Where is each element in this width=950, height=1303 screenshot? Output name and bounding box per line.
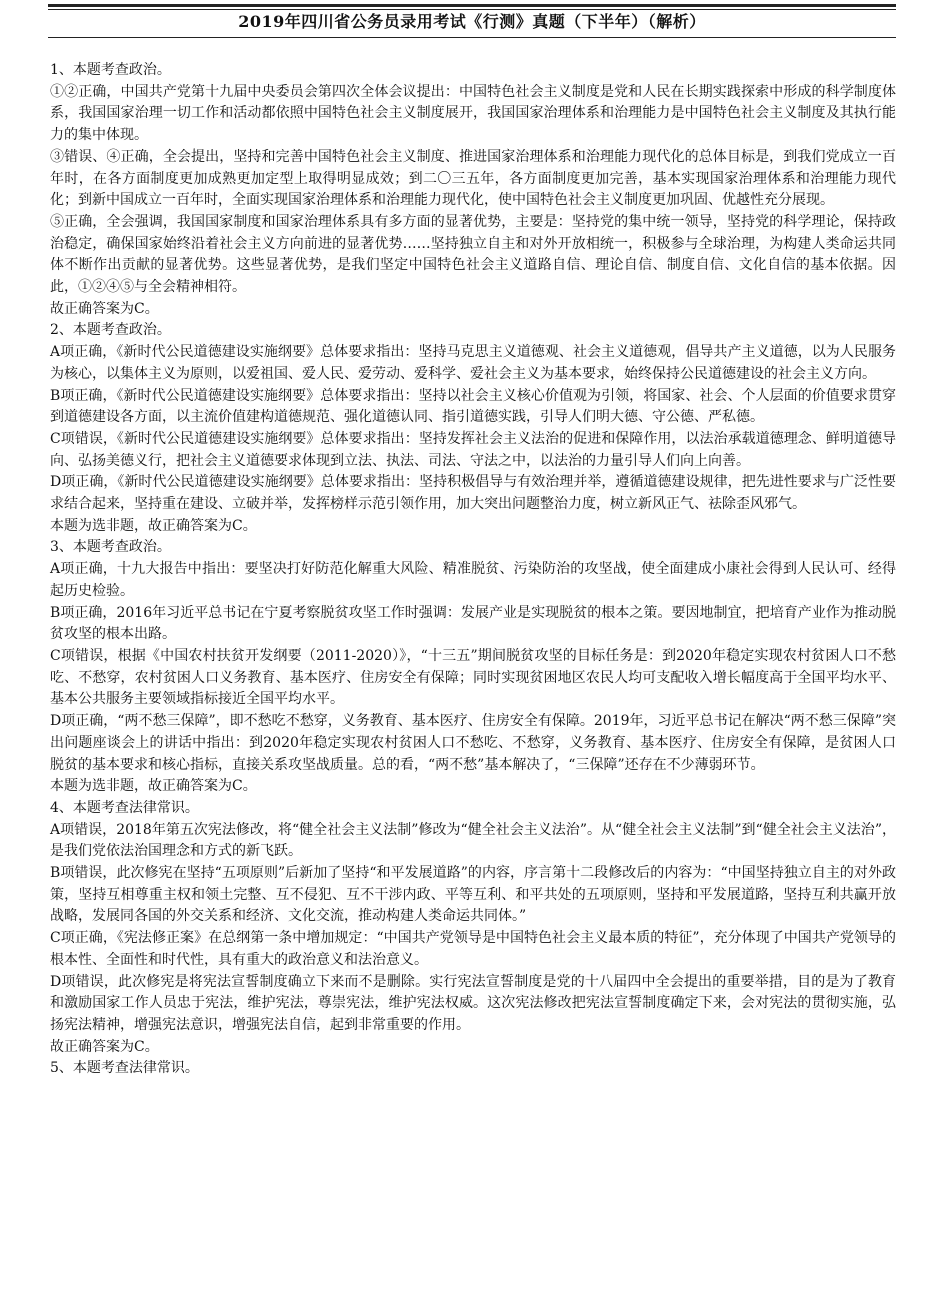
explanation-paragraph: C项错误，《新时代公民道德建设实施纲要》总体要求指出：坚持发挥社会主义法治的促进和保障作用，以法治承载道德理念、鲜明道德导向、弘扬美德义行，把社会主义道德要求体现到立法、执法、司法、守法之中，以法治的力量引导人们向上向善。 [50,430,896,469]
answer-line: 本题为选非题，故正确答案为C。 [50,778,257,795]
title-underline [48,37,896,38]
explanation-paragraph: B项正确，2016年习近平总书记在宁夏考察脱贫攻坚工作时强调：发展产业是实现脱贫的根本之策。要因地制宜，把培育产业作为推动脱贫攻坚的根本出路。 [50,604,896,643]
explanation-paragraph: ⑤正确，全会强调，我国国家制度和国家治理体系具有多方面的显著优势，主要是：坚持党的集中统一领导，坚持党的科学理论，保持政治稳定，确保国家始终沿着社会主义方向前进的显著优势……坚持独立自主和对外开放相统一，积极参与全球治理，为构建人类命运共同体不断作出贡献的显著优势。这些显著优势，是我们坚定中国特色社会主义道路自信、理论自信、制度自信、文化自信的基本依据。因此，①②④⑤与全会精神相符。 [50,213,896,296]
explanation-paragraph: C项正确，《宪法修正案》在总纲第一条中增加规定：“中国共产党领导是中国特色社会主义最本质的特征”，充分体现了中国共产党领导的根本性、全面性和时代性，具有重大的政治意义和法治意义。 [50,930,896,968]
answer-line: 故正确答案为C。 [50,1038,159,1055]
question-heading: 4、本题考查法律常识。 [50,799,199,816]
explanation-paragraph: A项正确，十九大报告中指出：要坚决打好防范化解重大风险、精准脱贫、污染防治的攻坚战，使全面建成小康社会得到人民认可、经得起历史检验。 [50,561,896,599]
question-heading: 1、本题考查政治。 [50,62,171,78]
question-heading: 2、本题考查政治。 [50,322,171,339]
document-title: 2019年四川省公务员录用考试《行测》真题（下半年）（解析） [238,12,706,31]
explanation-paragraph: ①②正确，中国共产党第十九届中央委员会第四次全体会议提出：中国特色社会主义制度是党和人民在长期实践探索中形成的科学制度体系，我国国家治理一切工作和活动都依照中国特色社会主义制度展开，我国国家治理体系和治理能力是中国特色社会主义制度及其执行能力的集中体现。 [50,83,896,144]
explanation-paragraph: D项正确，《新时代公民道德建设实施纲要》总体要求指出：坚持积极倡导与有效治理并举，遵循道德建设规律，把先进性要求与广泛性要求结合起来，坚持重在建设、立破并举，发挥榜样示范引领作用，加大突出问题整治力度，树立新风正气、祛除歪风邪气。 [50,474,896,513]
question-heading: 5、本题考查法律常识。 [50,1060,199,1077]
explanation-paragraph: B项正确，《新时代公民道德建设实施纲要》总体要求指出：坚持以社会主义核心价值观为引领，将国家、社会、个人层面的价值要求贯穿到道德建设各方面，以主流价值建构道德规范、强化道德认同、指引道德实践，引导人们明大德、守公德、严私德。 [50,387,896,426]
explanation-paragraph: A项错误，2018年第五次宪法修改，将“健全社会主义法制”修改为“健全社会主义法治”。从“健全社会主义法制”到“健全社会主义法治”，是我们党依法治国理念和方式的新飞跃。 [50,821,896,860]
header-rule-thick [48,4,896,7]
document-body [50,60,896,1080]
explanation-paragraph: C项错误，根据《中国农村扶贫开发纲要（2011-2020）》，“十三五”期间脱贫攻坚的目标任务是：到2020年稳定实现农村贫困人口不愁吃、不愁穿，农村贫困人口义务教育、基本医疗、住房安全有保障；同时实现贫困地区农民人均可支配收入增长幅度高于全国平均水平、基本公共服务主要领域指标接近全国平均水平。 [50,647,896,708]
explanation-paragraph: ③错误、④正确，全会提出，坚持和完善中国特色社会主义制度、推进国家治理体系和治理能力现代化的总体目标是，到我们党成立一百年时，在各方面制度更加成熟更加定型上取得明显成效；到二〇三五年，各方面制度更加完善，基本实现国家治理体系和治理能力现代化；到新中国成立一百年时，全面实现国家治理体系和治理能力现代化，使中国特色社会主义制度更加巩固、优越性充分展现。 [50,148,896,209]
question-heading: 3、本题考查政治。 [50,539,171,556]
explanation-paragraph: A项正确，《新时代公民道德建设实施纲要》总体要求指出：坚持马克思主义道德观、社会主义道德观，倡导共产主义道德，以为人民服务为核心，以集体主义为原则，以爱祖国、爱人民、爱劳动、爱科学、爱社会主义为基本要求，始终保持公民道德建设的社会主义方向。 [50,344,896,382]
explanation-paragraph: B项错误，此次修宪在坚持“五项原则”后新加了坚持“和平发展道路”的内容，序言第十二段修改后的内容为：“中国坚持独立自主的对外政策，坚持互相尊重主权和领土完整、互不侵犯、互不干涉内政、平等互利、和平共处的五项原则，坚持和平发展道路，坚持互利共赢开放战略，发展同各国的外交关系和经济、文化交流，推动构建人类命运共同体。” [50,865,896,925]
explanation-paragraph: D项错误，此次修宪是将宪法宣誓制度确立下来而不是删除。实行宪法宣誓制度是党的十八届四中全会提出的重要举措，目的是为了教育和激励国家工作人员忠于宪法，维护宪法，尊崇宪法，维护宪法权威。这次宪法修改把宪法宣誓制度确定下来，会对宪法的贯彻实施，弘扬宪法精神，增强宪法意识，增强宪法自信，起到非常重要的作用。 [50,973,896,1033]
answer-line: 故正确答案为C。 [50,300,159,317]
explanation-paragraph: D项正确，“两不愁三保障”，即不愁吃不愁穿，义务教育、基本医疗、住房安全有保障。2019年，习近平总书记在解决“两不愁三保障”突出问题座谈会上的讲话中指出：到2020年稳定实现农村贫困人口不愁吃、不愁穿，义务教育、基本医疗、住房安全有保障，是贫困人口脱贫的基本要求和核心指标，直接关系攻坚战质量。总的看，“两不愁”基本解决了，“三保障”还存在不少薄弱环节。 [50,713,896,773]
answer-line: 本题为选非题，故正确答案为C。 [50,517,257,534]
